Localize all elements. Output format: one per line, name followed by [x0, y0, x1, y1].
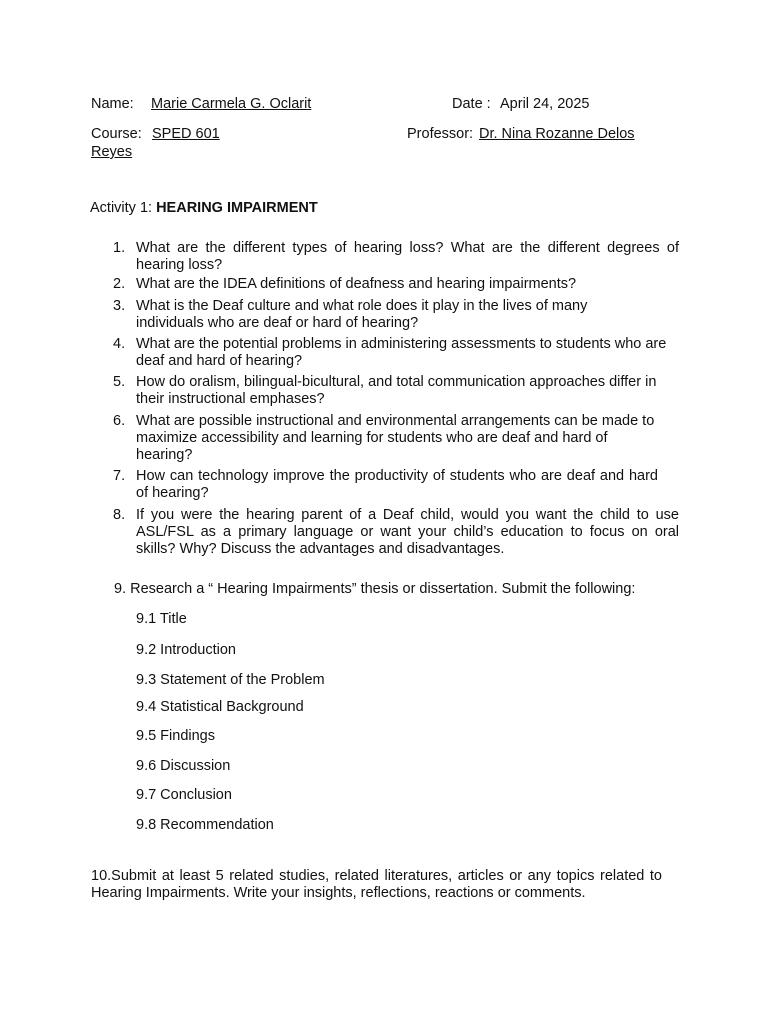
question-number: 1. [113, 240, 126, 256]
list-item: 9.5 Findings [136, 728, 215, 744]
course-value: SPED 601 [152, 126, 220, 142]
list-item: 9.1 Title [136, 611, 187, 627]
list-item: 9.3 Statement of the Problem [136, 672, 325, 688]
activity-title: HEARING IMPAIRMENT [156, 200, 318, 216]
date-value: April 24, 2025 [500, 96, 590, 112]
question-number: 7. [113, 468, 126, 484]
list-item: 9.2 Introduction [136, 642, 236, 658]
professor-value-continued: Reyes [91, 144, 133, 160]
list-item: 9.7 Conclusion [136, 787, 232, 803]
name-label: Name: [91, 96, 134, 112]
question-text: What is the Deaf culture and what role does it play in the lives of many individuals who are deaf or hard of hearing? [136, 298, 588, 331]
list-item: 9.4 Statistical Background [136, 699, 304, 715]
question-number: 6. [113, 413, 126, 429]
question-number: 4. [113, 336, 126, 352]
question-text: If you were the hearing parent of a Deaf child, would you want the child to use ASL/FSL as a primary language or want your child’s education to focus on oral skills? Why? Discuss the advantages and disadvantages. [136, 507, 679, 557]
list-item: 9.8 Recommendation [136, 817, 274, 833]
question-number: 8. [113, 507, 126, 523]
question-item [113, 507, 679, 558]
question-item [113, 240, 679, 274]
question-item [113, 276, 679, 293]
question-item [113, 298, 623, 332]
activity-heading [90, 200, 318, 217]
question-number: 2. [113, 276, 126, 292]
question-number: 3. [113, 298, 126, 314]
question-10-text: 10.Submit at least 5 related studies, related literatures, articles or any topics related to Hearing Impairments. Write your insights, reflections, reactions or comments. [91, 868, 662, 901]
question-text: What are the different types of hearing loss? What are the different degrees of hearing loss? [136, 240, 679, 273]
professor-label: Professor: [407, 126, 474, 142]
question-item [113, 336, 673, 370]
name-value: Marie Carmela G. Oclarit [151, 96, 312, 112]
activity-label: Activity 1: [90, 200, 153, 216]
question-9-text: 9. Research a “ Hearing Impairments” thesis or dissertation. Submit the following: [114, 581, 636, 597]
question-text: What are the potential problems in administering assessments to students who are deaf and hard of hearing? [136, 336, 667, 369]
list-item: 9.6 Discussion [136, 758, 231, 774]
question-item [113, 374, 673, 408]
course-label: Course: [91, 126, 142, 142]
date-label: Date : [452, 96, 491, 112]
professor-value: Dr. Nina Rozanne Delos [479, 126, 635, 142]
question-number: 5. [113, 374, 126, 390]
question-text: How do oralism, bilingual-bicultural, and total communication approaches differ in their instructional emphases? [136, 374, 657, 407]
question-text: How can technology improve the productivity of students who are deaf and hard of hearing? [136, 468, 658, 501]
question-item [113, 468, 658, 502]
question-item [113, 413, 665, 464]
question-text: What are possible instructional and environmental arrangements can be made to maximize accessibility and learning for students who are deaf and hard of hearing? [136, 413, 655, 463]
question-text: What are the IDEA definitions of deafness and hearing impairments? [136, 276, 577, 292]
